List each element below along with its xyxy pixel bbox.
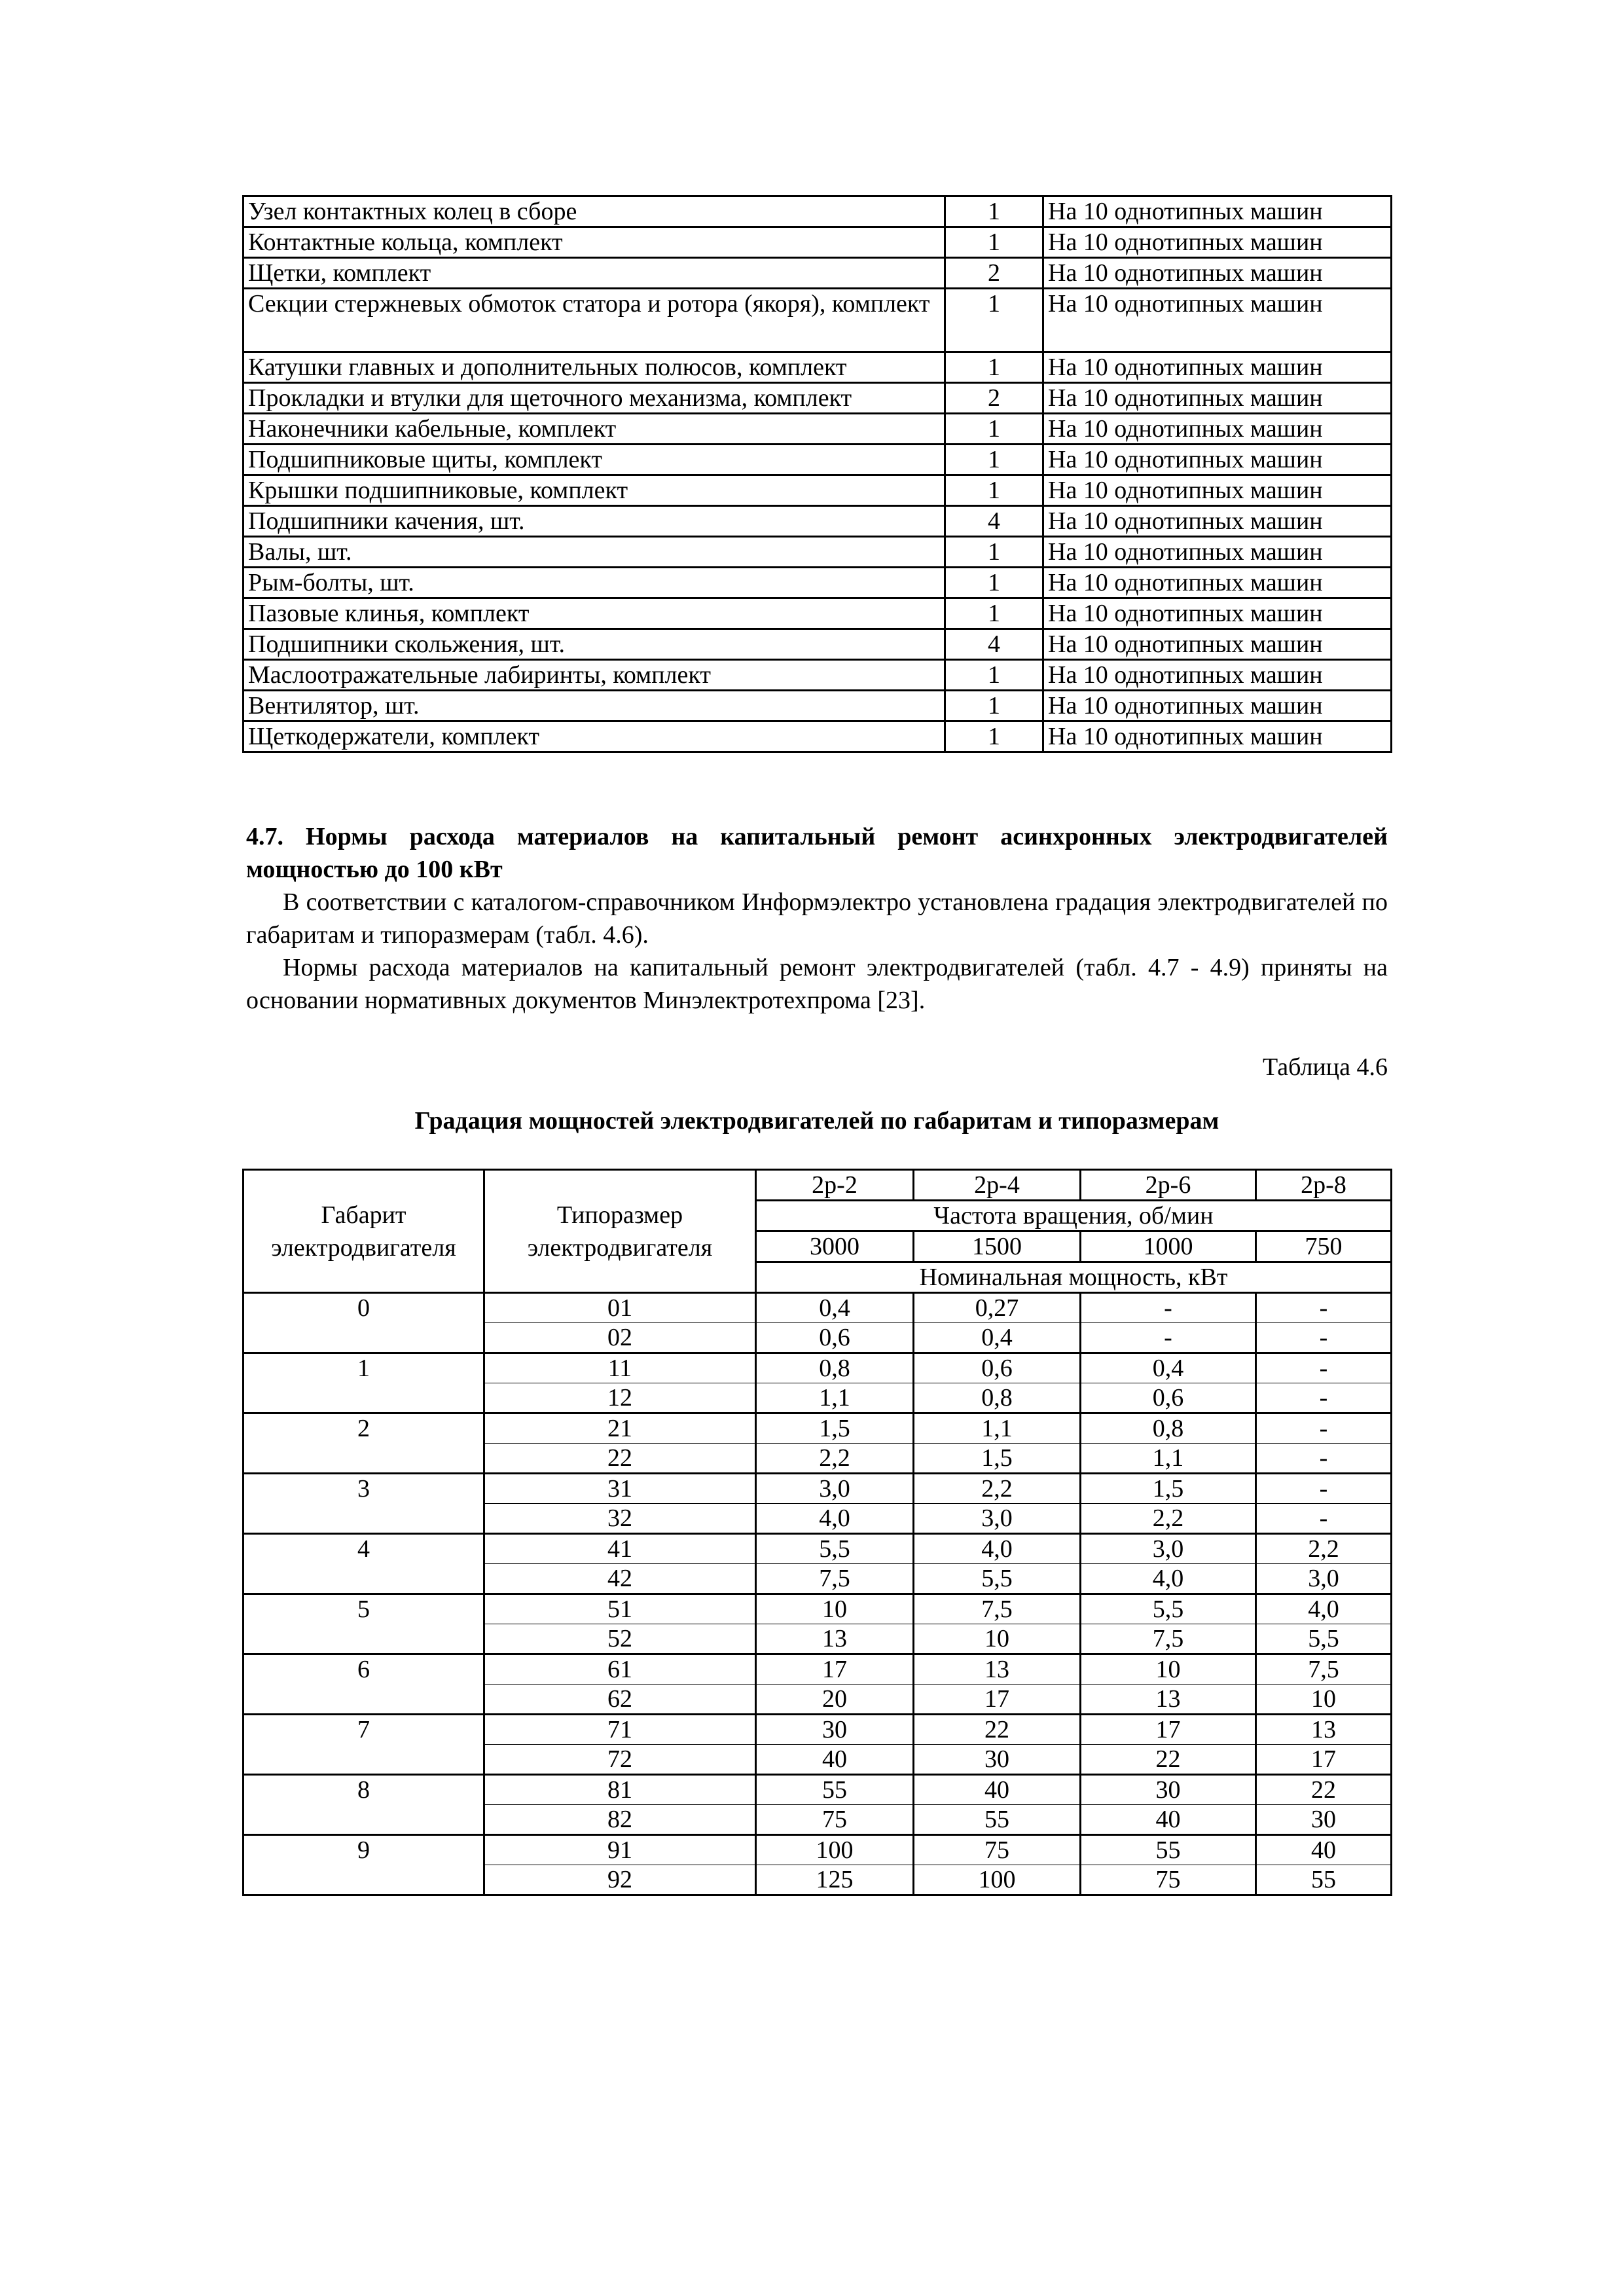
power-gradation-table (242, 1169, 1392, 1896)
power-value-cell: 10 (1256, 1685, 1392, 1715)
part-qty-cell: 1 (945, 445, 1043, 475)
power-value-cell: - (1081, 1323, 1256, 1353)
part-note-cell: На 10 однотипных машин (1043, 691, 1392, 721)
tiporazmer-cell: 81 (484, 1775, 756, 1805)
table-row (244, 383, 1392, 414)
power-value-cell: 10 (756, 1594, 914, 1624)
tiporazmer-cell: 21 (484, 1413, 756, 1444)
part-qty-cell: 1 (945, 598, 1043, 629)
power-gradation-table-body (244, 1293, 1392, 1895)
tiporazmer-cell: 52 (484, 1624, 756, 1654)
power-value-cell: 13 (756, 1624, 914, 1654)
table-number-label: Таблица 4.6 (1262, 1053, 1388, 1081)
power-value-cell: 2,2 (756, 1444, 914, 1474)
gabarit-cell: 3 (244, 1474, 484, 1534)
table-row (244, 258, 1392, 289)
tiporazmer-cell: 82 (484, 1805, 756, 1835)
part-name-cell: Катушки главных и дополнительных полюсов, комплект (244, 352, 945, 383)
power-value-cell: 30 (756, 1715, 914, 1745)
power-value-cell: 55 (914, 1805, 1081, 1835)
power-value-cell: 3,0 (914, 1504, 1081, 1534)
power-value-cell: 0,8 (1081, 1413, 1256, 1444)
power-value-cell: 4,0 (1256, 1594, 1392, 1624)
tiporazmer-cell: 72 (484, 1745, 756, 1775)
power-value-cell: 5,5 (1256, 1624, 1392, 1654)
part-name-cell: Контактные кольца, комплект (244, 227, 945, 258)
gabarit-cell: 2 (244, 1413, 484, 1474)
gabarit-cell: 6 (244, 1654, 484, 1715)
tiporazmer-cell: 42 (484, 1564, 756, 1594)
table-row (244, 352, 1392, 383)
tiporazmer-cell: 12 (484, 1383, 756, 1413)
header-speed-3000: 3000 (756, 1231, 914, 1262)
power-value-cell: 55 (1081, 1835, 1256, 1865)
tiporazmer-cell: 51 (484, 1594, 756, 1624)
header-gabarit: Габарит электродвигателя (244, 1170, 484, 1293)
table-row (244, 289, 1392, 352)
power-value-cell: 75 (1081, 1865, 1256, 1895)
power-value-cell: - (1256, 1474, 1392, 1504)
power-value-cell: 40 (914, 1775, 1081, 1805)
part-note-cell: На 10 однотипных машин (1043, 537, 1392, 568)
part-qty-cell: 2 (945, 258, 1043, 289)
power-value-cell: 1,1 (914, 1413, 1081, 1444)
part-note-cell: На 10 однотипных машин (1043, 568, 1392, 598)
part-name-cell: Маслоотражательные лабиринты, комплект (244, 660, 945, 691)
part-note-cell: На 10 однотипных машин (1043, 196, 1392, 227)
tiporazmer-cell: 71 (484, 1715, 756, 1745)
part-qty-cell: 1 (945, 475, 1043, 506)
spare-parts-table (242, 195, 1392, 753)
part-qty-cell: 1 (945, 568, 1043, 598)
table-row (244, 1835, 1392, 1865)
power-value-cell: 7,5 (756, 1564, 914, 1594)
part-note-cell: На 10 однотипных машин (1043, 660, 1392, 691)
power-value-cell: 0,6 (1081, 1383, 1256, 1413)
power-value-cell: 10 (914, 1624, 1081, 1654)
section-heading: 4.7. Нормы расхода материалов на капитальный ремонт асинхронных электродвигателей мощностью до 100 кВт (246, 823, 1388, 883)
part-qty-cell: 1 (945, 414, 1043, 445)
table-row (244, 660, 1392, 691)
part-name-cell: Узел контактных колец в сборе (244, 196, 945, 227)
power-value-cell: 0,27 (914, 1293, 1081, 1323)
power-value-cell: 3,0 (1081, 1534, 1256, 1564)
table-row (244, 598, 1392, 629)
part-name-cell: Прокладки и втулки для щеточного механизма, комплект (244, 383, 945, 414)
power-value-cell: 1,1 (756, 1383, 914, 1413)
power-gradation-table-header (244, 1170, 1392, 1293)
power-value-cell: 75 (756, 1805, 914, 1835)
power-value-cell: 3,0 (1256, 1564, 1392, 1594)
power-value-cell: - (1256, 1413, 1392, 1444)
part-note-cell: На 10 однотипных машин (1043, 258, 1392, 289)
part-qty-cell: 1 (945, 721, 1043, 752)
table-row (244, 475, 1392, 506)
table-row (244, 227, 1392, 258)
part-qty-cell: 2 (945, 383, 1043, 414)
table-row (244, 1353, 1392, 1383)
power-value-cell: 0,4 (756, 1293, 914, 1323)
table-row (244, 629, 1392, 660)
header-pole-8: 2р-8 (1256, 1170, 1392, 1201)
power-value-cell: 40 (1256, 1835, 1392, 1865)
table-row (244, 691, 1392, 721)
part-qty-cell: 4 (945, 629, 1043, 660)
part-qty-cell: 1 (945, 289, 1043, 352)
tiporazmer-cell: 32 (484, 1504, 756, 1534)
part-qty-cell: 1 (945, 227, 1043, 258)
tiporazmer-cell: 11 (484, 1353, 756, 1383)
power-value-cell: 4,0 (756, 1504, 914, 1534)
tiporazmer-cell: 92 (484, 1865, 756, 1895)
power-value-cell: 22 (1256, 1775, 1392, 1805)
power-value-cell: 5,5 (756, 1534, 914, 1564)
tiporazmer-cell: 91 (484, 1835, 756, 1865)
part-name-cell: Подшипниковые щиты, комплект (244, 445, 945, 475)
part-name-cell: Секции стержневых обмоток статора и ротора (якоря), комплект (244, 289, 945, 352)
power-value-cell: 2,2 (1256, 1534, 1392, 1564)
power-value-cell: 4,0 (914, 1534, 1081, 1564)
power-value-cell: 5,5 (914, 1564, 1081, 1594)
power-value-cell: - (1256, 1504, 1392, 1534)
part-name-cell: Рым-болты, шт. (244, 568, 945, 598)
part-note-cell: На 10 однотипных машин (1043, 414, 1392, 445)
part-qty-cell: 1 (945, 691, 1043, 721)
power-value-cell: - (1256, 1323, 1392, 1353)
table-row (244, 537, 1392, 568)
part-name-cell: Подшипники качения, шт. (244, 506, 945, 537)
power-value-cell: 17 (1256, 1745, 1392, 1775)
power-value-cell: 5,5 (1081, 1594, 1256, 1624)
tiporazmer-cell: 62 (484, 1685, 756, 1715)
power-value-cell: 22 (1081, 1745, 1256, 1775)
header-power-label: Номинальная мощность, кВт (756, 1262, 1392, 1293)
power-value-cell: 4,0 (1081, 1564, 1256, 1594)
power-value-cell: 7,5 (1081, 1624, 1256, 1654)
power-value-cell: 13 (1256, 1715, 1392, 1745)
tiporazmer-cell: 61 (484, 1654, 756, 1685)
table-row (244, 721, 1392, 752)
power-value-cell: 13 (914, 1654, 1081, 1685)
power-value-cell: 3,0 (756, 1474, 914, 1504)
power-value-cell: 100 (914, 1865, 1081, 1895)
header-speed-1500: 1500 (914, 1231, 1081, 1262)
power-value-cell: 1,5 (914, 1444, 1081, 1474)
power-value-cell: 0,8 (756, 1353, 914, 1383)
table-row (244, 1775, 1392, 1805)
table-row (244, 445, 1392, 475)
table-row (244, 1654, 1392, 1685)
power-value-cell: 30 (914, 1745, 1081, 1775)
gabarit-cell: 5 (244, 1594, 484, 1654)
power-value-cell: 17 (756, 1654, 914, 1685)
power-value-cell: 40 (756, 1745, 914, 1775)
part-qty-cell: 1 (945, 196, 1043, 227)
part-note-cell: На 10 однотипных машин (1043, 383, 1392, 414)
power-value-cell: 7,5 (914, 1594, 1081, 1624)
header-pole-2: 2р-2 (756, 1170, 914, 1201)
table-row (244, 1715, 1392, 1745)
gabarit-cell: 0 (244, 1293, 484, 1353)
tiporazmer-cell: 01 (484, 1293, 756, 1323)
tiporazmer-cell: 22 (484, 1444, 756, 1474)
table-row (244, 506, 1392, 537)
power-value-cell: 0,8 (914, 1383, 1081, 1413)
part-note-cell: На 10 однотипных машин (1043, 598, 1392, 629)
section-paragraph-2: Нормы расхода материалов на капитальный ремонт электродвигателей (табл. 4.7 - 4.9) приняты на основании нормативных документов Минэлектротехпрома [23]. (246, 954, 1388, 1014)
section-paragraph-1: В соответствии с каталогом-справочником Информэлектро установлена градация электродвигателей по габаритам и типоразмерам (табл. 4.6). (246, 888, 1388, 949)
power-value-cell: 2,2 (914, 1474, 1081, 1504)
gabarit-cell: 8 (244, 1775, 484, 1835)
power-value-cell: 0,4 (1081, 1353, 1256, 1383)
part-note-cell: На 10 однотипных машин (1043, 629, 1392, 660)
header-pole-4: 2р-4 (914, 1170, 1081, 1201)
power-value-cell: 20 (756, 1685, 914, 1715)
table-row (244, 1474, 1392, 1504)
part-name-cell: Крышки подшипниковые, комплект (244, 475, 945, 506)
part-name-cell: Вентилятор, шт. (244, 691, 945, 721)
part-qty-cell: 1 (945, 660, 1043, 691)
header-speed-750: 750 (1256, 1231, 1392, 1262)
part-name-cell: Пазовые клинья, комплект (244, 598, 945, 629)
power-value-cell: 22 (914, 1715, 1081, 1745)
power-value-cell: 100 (756, 1835, 914, 1865)
gabarit-cell: 4 (244, 1534, 484, 1594)
part-name-cell: Валы, шт. (244, 537, 945, 568)
part-note-cell: На 10 однотипных машин (1043, 506, 1392, 537)
power-value-cell: 125 (756, 1865, 914, 1895)
table-row (244, 1594, 1392, 1624)
power-value-cell: 1,1 (1081, 1444, 1256, 1474)
spare-parts-table-body (244, 196, 1392, 752)
power-value-cell: 2,2 (1081, 1504, 1256, 1534)
table-row (244, 1293, 1392, 1323)
power-value-cell: 0,4 (914, 1323, 1081, 1353)
part-qty-cell: 1 (945, 352, 1043, 383)
header-speed-1000: 1000 (1081, 1231, 1256, 1262)
power-value-cell: 10 (1081, 1654, 1256, 1685)
part-note-cell: На 10 однотипных машин (1043, 475, 1392, 506)
part-note-cell: На 10 однотипных машин (1043, 721, 1392, 752)
header-speed-label: Частота вращения, об/мин (756, 1201, 1392, 1231)
tiporazmer-cell: 41 (484, 1534, 756, 1564)
power-value-cell: 30 (1081, 1775, 1256, 1805)
power-value-cell: 1,5 (756, 1413, 914, 1444)
gabarit-cell: 1 (244, 1353, 484, 1413)
header-tiporazmer: Типоразмер электродвигателя (484, 1170, 756, 1293)
power-value-cell: - (1081, 1293, 1256, 1323)
power-value-cell: - (1256, 1444, 1392, 1474)
power-value-cell: - (1256, 1383, 1392, 1413)
power-value-cell: 17 (914, 1685, 1081, 1715)
power-value-cell: - (1256, 1353, 1392, 1383)
power-value-cell: 0,6 (756, 1323, 914, 1353)
power-value-cell: 17 (1081, 1715, 1256, 1745)
table-row (244, 1413, 1392, 1444)
gabarit-cell: 9 (244, 1835, 484, 1895)
part-note-cell: На 10 однотипных машин (1043, 352, 1392, 383)
power-value-cell: 75 (914, 1835, 1081, 1865)
table-title: Градация мощностей электродвигателей по габаритам и типоразмерам (414, 1107, 1219, 1135)
part-note-cell: На 10 однотипных машин (1043, 227, 1392, 258)
part-name-cell: Щетки, комплект (244, 258, 945, 289)
power-value-cell: 55 (1256, 1865, 1392, 1895)
power-value-cell: 30 (1256, 1805, 1392, 1835)
power-value-cell: 55 (756, 1775, 914, 1805)
power-value-cell: 13 (1081, 1685, 1256, 1715)
part-note-cell: На 10 однотипных машин (1043, 289, 1392, 352)
part-note-cell: На 10 однотипных машин (1043, 445, 1392, 475)
tiporazmer-cell: 31 (484, 1474, 756, 1504)
tiporazmer-cell: 02 (484, 1323, 756, 1353)
header-pole-6: 2р-6 (1081, 1170, 1256, 1201)
power-value-cell: 40 (1081, 1805, 1256, 1835)
power-value-cell: 0,6 (914, 1353, 1081, 1383)
part-name-cell: Подшипники скольжения, шт. (244, 629, 945, 660)
part-name-cell: Наконечники кабельные, комплект (244, 414, 945, 445)
part-qty-cell: 4 (945, 506, 1043, 537)
table-row (244, 196, 1392, 227)
part-name-cell: Щеткодержатели, комплект (244, 721, 945, 752)
gabarit-cell: 7 (244, 1715, 484, 1775)
table-row (244, 414, 1392, 445)
power-value-cell: 1,5 (1081, 1474, 1256, 1504)
part-qty-cell: 1 (945, 537, 1043, 568)
power-value-cell: - (1256, 1293, 1392, 1323)
power-value-cell: 7,5 (1256, 1654, 1392, 1685)
table-row (244, 568, 1392, 598)
table-row (244, 1534, 1392, 1564)
